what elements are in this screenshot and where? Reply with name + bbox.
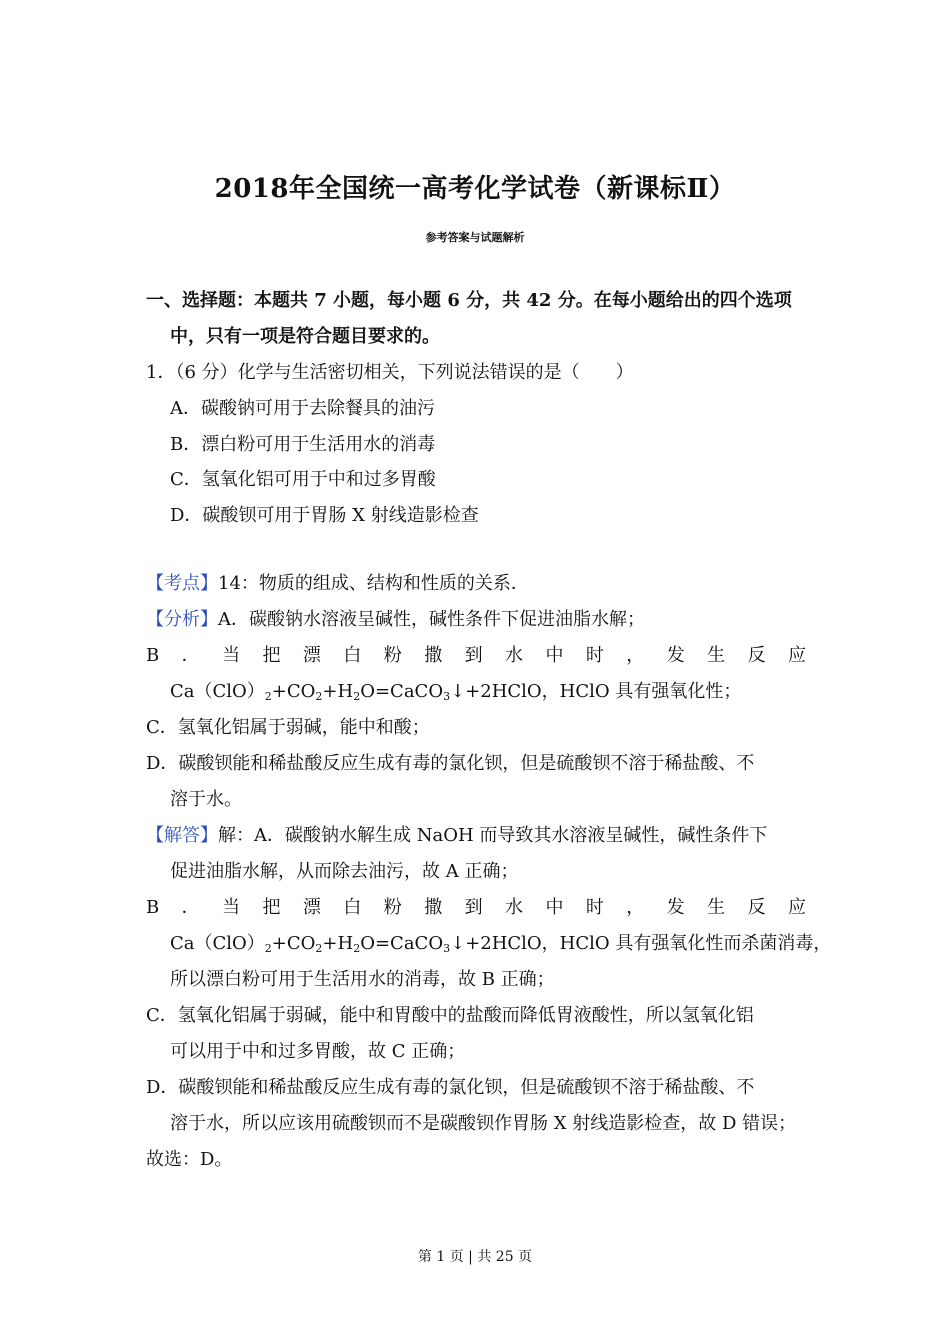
jieda-c-line1: C．氢氧化铝属于弱碱，能中和胃酸中的盐酸而降低胃液酸性，所以氢氧化铝 — [146, 1005, 754, 1026]
jieda-d-line1: D．碳酸钡能和稀盐酸反应生成有毒的氯化钡，但是硫酸钡不溶于稀盐酸、不 — [146, 1077, 755, 1098]
fenxi-d-line1: D．碳酸钡能和稀盐酸反应生成有毒的氯化钡，但是硫酸钡不溶于稀盐酸、不 — [146, 753, 755, 774]
fenxi-a: A．碳酸钠水溶液呈碱性，碱性条件下促进油脂水解； — [218, 609, 645, 630]
jieda-a-line2: 促进油脂水解，从而除去油污，故 A 正确； — [170, 861, 519, 882]
page-title: 2018年全国统一高考化学试卷（新课标Ⅱ） — [214, 174, 736, 204]
option-a: A．碳酸钠可用于去除餐具的油污 — [170, 398, 435, 419]
jieda-b-line3: 所以漂白粉可用于生活用水的消毒，故 B 正确； — [170, 969, 555, 990]
option-c: C．氢氧化铝可用于中和过多胃酸 — [170, 469, 436, 490]
fenxi-paragraph — [146, 609, 645, 631]
page-subtitle: 参考答案与试题解析 — [425, 231, 525, 244]
option-d: D．碳酸钡可用于胃肠 X 射线造影检查 — [170, 505, 479, 526]
jieda-a-line1: 解：A．碳酸钠水解生成 NaOH 而导致其水溶液呈碱性，碱性条件下 — [218, 825, 768, 846]
fenxi-c: C．氢氧化铝属于弱碱，能中和酸； — [146, 717, 430, 738]
jieda-d-line2: 溶于水，所以应该用硫酸钡而不是碳酸钡作胃肠 X 射线造影检查，故 D 错误； — [170, 1113, 797, 1134]
fenxi-b-equation: $Ca(ClO)_2+CO_2+H_2O=CaCO_3↓+2HClO$，HClO 具有强氧化性； — [170, 681, 742, 703]
jieda-c-line2: 可以用于中和过多胃酸，故 C 正确； — [170, 1041, 466, 1062]
question-stem: 1．（6 分）化学与生活密切相关，下列说法错误的是（ ） — [146, 362, 634, 383]
kaodian-paragraph — [146, 573, 529, 595]
answer-line: 故选：D。 — [146, 1149, 233, 1170]
option-b: B．漂白粉可用于生活用水的消毒 — [170, 434, 436, 455]
kaodian-text: 14：物质的组成、结构和性质的关系． — [218, 573, 529, 594]
jieda-b-line1: B ． 当 把 漂 白 粉 撒 到 水 中 时 ， 发 生 反 应 — [146, 897, 806, 918]
section-heading-line2: 中，只有一项是符合题目要求的。 — [170, 326, 440, 347]
fenxi-d-line2: 溶于水。 — [170, 789, 242, 810]
fenxi-b-line1: B ． 当 把 漂 白 粉 撒 到 水 中 时 ， 发 生 反 应 — [146, 645, 806, 666]
fenxi-tag: 【分析】 — [146, 609, 218, 630]
jieda-b-equation: $Ca(ClO)_2+CO_2+H_2O=CaCO_3↓+2HClO$，HClO 具有强氧化性而杀菌消毒， — [170, 933, 832, 955]
section-heading-line1: 一、选择题：本题共 7 小题，每小题 6 分，共 42 分。在每小题给出的四个选项 — [146, 290, 792, 311]
page-footer: 第 1 页 | 共 25 页 — [417, 1249, 533, 1265]
jieda-paragraph — [146, 825, 767, 847]
kaodian-tag: 【考点】 — [146, 573, 218, 594]
jieda-tag: 【解答】 — [146, 825, 218, 846]
